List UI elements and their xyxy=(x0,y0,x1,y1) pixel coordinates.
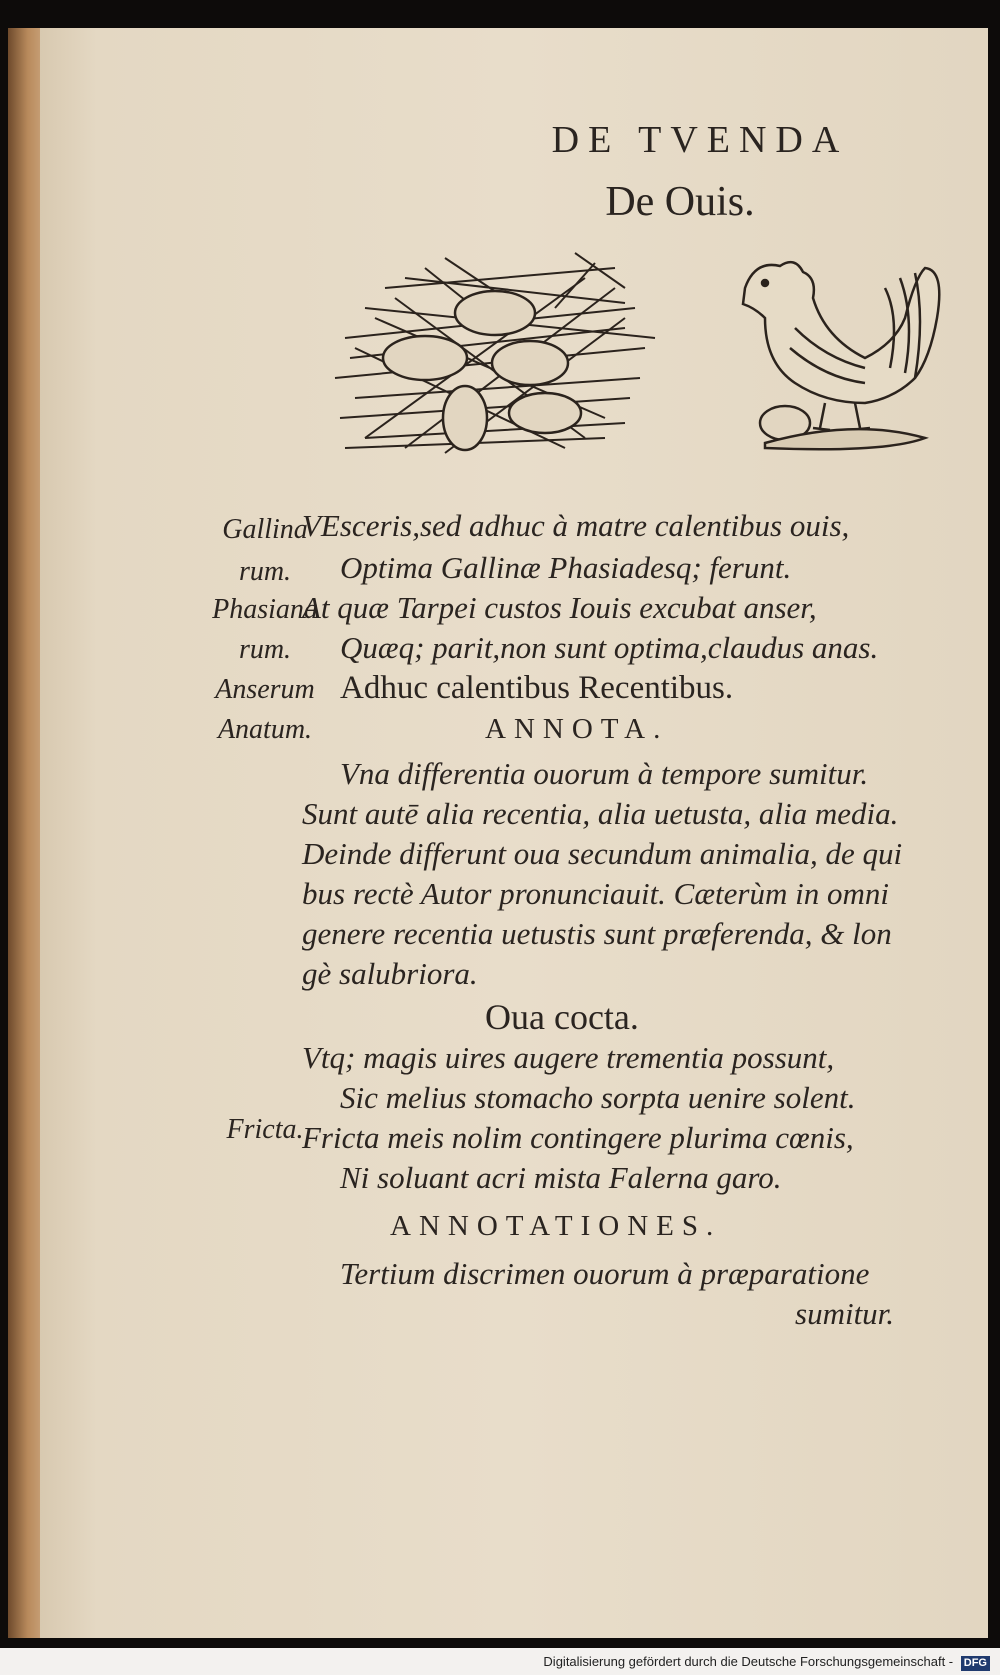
book-page xyxy=(40,28,988,1638)
running-head: DE TVENDA xyxy=(551,119,849,161)
margin-note-phasianarum-2 xyxy=(190,634,340,666)
verse-line: Optima Gallinæ Phasiadesq; ferunt. xyxy=(340,550,792,585)
verse-text: VEsceris,sed adhuc à matre calentibus ouis, xyxy=(302,508,850,543)
credit-text: Digitalisierung gefördert durch die Deutsche Forschungsgemeinschaft - xyxy=(543,1654,954,1669)
margin-note-line: rum. xyxy=(238,556,292,587)
subheading: Oua cocta. xyxy=(485,997,639,1037)
verse-line: Fricta meis nolim contingere plurima cœnis, xyxy=(302,1120,854,1155)
prose-line: genere recentia uetustis sunt præferenda, & lon xyxy=(302,916,892,951)
annotationes-heading: ANNOTATIONES. xyxy=(390,1210,722,1242)
verse-line: Ni soluant acri mista Falerna garo. xyxy=(340,1160,782,1195)
verse-line: Quæq; parit,non sunt optima,claudus anas. xyxy=(340,630,879,665)
annota-heading: ANNOTA. xyxy=(485,713,669,745)
prose-line: Tertium discrimen ouorum à præparatione xyxy=(340,1256,870,1291)
margin-note-line: Gallina xyxy=(222,514,308,545)
section-title: De Ouis. xyxy=(605,179,755,225)
margin-note-line: rum. xyxy=(238,634,292,665)
margin-note-line: Anatum. xyxy=(217,714,313,745)
verse-line: Vtq; magis uires augere trementia possunt, xyxy=(302,1040,835,1075)
woodcut-illustration xyxy=(325,248,988,508)
prose-line: Vna differentia ouorum à tempore sumitur. xyxy=(340,756,869,791)
prose-line: gè salubriora. xyxy=(302,956,478,991)
prose-line: Sunt autē alia recentia, alia uetusta, alia media. xyxy=(302,796,899,831)
dfg-logo: DFG xyxy=(961,1656,990,1671)
verse-line: Sic melius stomacho sorpta uenire solent. xyxy=(340,1080,856,1115)
verse-line: At quæ Tarpei custos Iouis excubat anser, xyxy=(302,590,817,625)
margin-note-line: Anserum xyxy=(215,674,315,705)
gloss-line: Adhuc calentibus Recentibus. xyxy=(340,670,734,706)
margin-note-line: Phasiana xyxy=(212,594,318,625)
margin-note-line: Fricta. xyxy=(226,1114,304,1145)
digitization-credit xyxy=(0,1648,1000,1675)
nest-of-eggs-woodcut xyxy=(335,253,655,453)
margin-note-anatum xyxy=(190,714,340,746)
hen-woodcut xyxy=(743,262,939,449)
prose-line: sumitur. xyxy=(795,1296,895,1331)
margin-note-gallinarum-2 xyxy=(190,556,340,588)
verse-line xyxy=(302,508,849,544)
prose-line: Deinde differunt oua secundum animalia, de qui xyxy=(302,836,903,871)
prose-line: bus rectè Autor pronunciauit. Cæterùm in omni xyxy=(302,876,889,911)
book-spine xyxy=(8,28,44,1638)
margin-note-anserum xyxy=(190,674,340,706)
